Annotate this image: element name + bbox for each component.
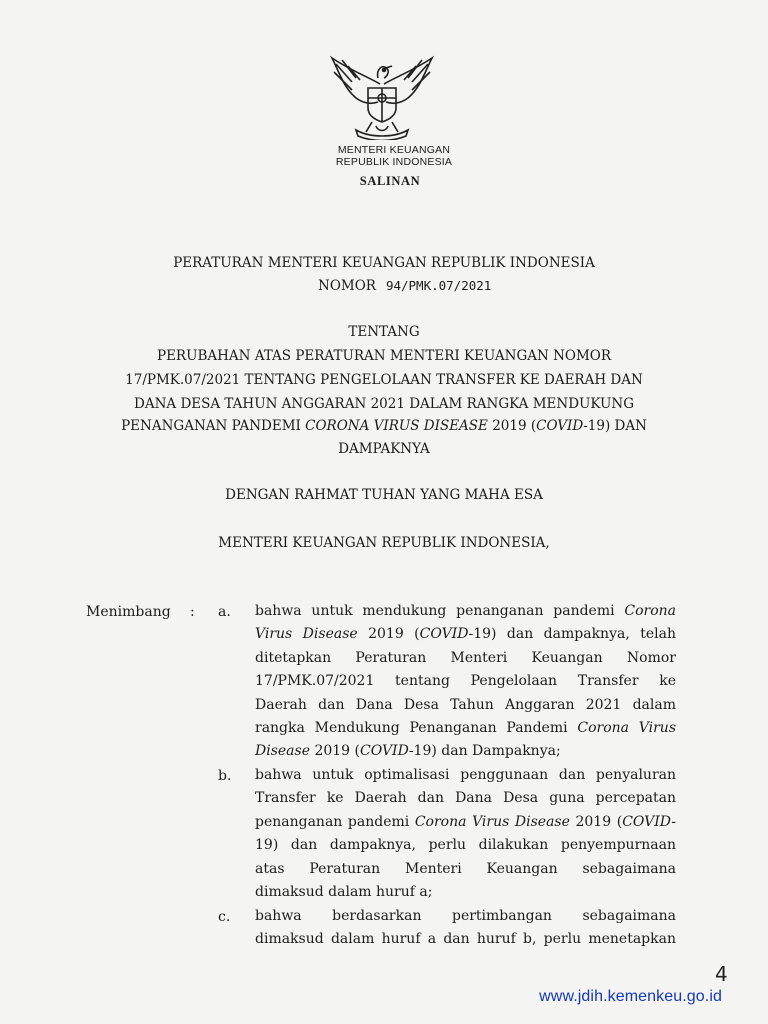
text-line <box>255 600 676 623</box>
text-line <box>255 928 676 951</box>
minister-formula: MENTERI KEUANGAN REPUBLIK INDONESIA, <box>218 535 550 551</box>
subject-line: 17/PMK.07/2021 TENTANG PENGELOLAAN TRANSFER KE DAERAH DAN <box>125 372 643 388</box>
text-line <box>255 623 676 646</box>
text-line <box>255 905 676 928</box>
subject-text: -19) DAN <box>583 418 647 434</box>
text-run: 2019 ( <box>569 813 623 830</box>
consideration-item-a <box>255 600 676 764</box>
italic-run: Corona <box>624 603 676 619</box>
italic-run: Corona Virus Disease <box>414 813 570 830</box>
text-line <box>255 647 676 670</box>
text-run: ditetapkan Peraturan Menteri Keuangan Nomor <box>255 649 676 666</box>
text-run: bahwa untuk mendukung penanganan pandemi <box>255 603 625 619</box>
text-line <box>255 881 676 904</box>
item-letter-a: a. <box>218 604 231 620</box>
copy-label: SALINAN <box>359 174 421 188</box>
text-line <box>255 787 676 810</box>
ministry-name-line2: REPUBLIK INDONESIA <box>335 156 453 168</box>
text-line <box>255 811 676 834</box>
garuda-emblem-icon <box>326 48 438 140</box>
subject-text: 2019 ( <box>487 418 537 434</box>
text-line <box>255 670 676 693</box>
text-line <box>255 740 676 763</box>
text-run: 2019 ( <box>357 626 420 643</box>
italic-run: COVID- <box>622 813 676 830</box>
italic-run: Virus Disease <box>255 626 358 643</box>
item-letter-b: b. <box>218 768 232 784</box>
text-line <box>255 717 676 740</box>
text-run: -19) dan dampaknya, telah <box>468 626 676 643</box>
text-run: atas Peraturan Menteri Keuangan sebagaimana <box>255 860 676 877</box>
italic-run: COVID <box>360 743 409 760</box>
about-heading: TENTANG <box>348 324 420 340</box>
text-run: rangka Mendukung Penanganan Pandemi <box>255 719 578 736</box>
text-run: 17/PMK.07/2021 tentang Pengelolaan Transfer ke <box>255 673 676 690</box>
text-line <box>255 694 676 717</box>
subject-italic: CORONA VIRUS DISEASE <box>305 418 488 434</box>
regulation-number <box>318 278 491 294</box>
text-run: bahwa untuk optimalisasi penggunaan dan penyaluran <box>255 767 676 783</box>
number-value: 94/PMK.07/2021 <box>385 278 492 293</box>
considering-colon: : <box>190 604 195 620</box>
footer-website-link[interactable]: www.jdih.kemenkeu.go.id <box>539 988 722 1005</box>
text-run: Daerah dan Dana Desa Tahun Anggaran 2021 dalam <box>255 696 676 713</box>
subject-line: DANA DESA TAHUN ANGGARAN 2021 DALAM RANGKA MENDUKUNG <box>134 396 634 412</box>
subject-line: DAMPAKNYA <box>338 441 430 457</box>
text-run: penanganan pandemi <box>255 813 415 830</box>
consideration-item-c <box>255 905 676 952</box>
subject-text: PENANGANAN PANDEMI <box>121 418 306 434</box>
text-run: 19) dan dampaknya, perlu dilakukan penyempurnaan <box>255 837 676 854</box>
text-run: 2019 ( <box>310 743 360 760</box>
considering-label: Menimbang <box>86 604 171 620</box>
text-line <box>255 764 676 787</box>
text-line <box>255 834 676 857</box>
grace-formula: DENGAN RAHMAT TUHAN YANG MAHA ESA <box>225 487 543 503</box>
text-line <box>255 858 676 881</box>
text-run: dimaksud dalam huruf a dan huruf b, perlu menetapkan <box>255 931 676 948</box>
italic-run: Disease <box>255 743 310 760</box>
text-run: -19) dan Dampaknya; <box>408 743 561 760</box>
italic-run: Corona Virus <box>577 719 676 736</box>
item-letter-c: c. <box>218 909 231 925</box>
regulation-title: PERATURAN MENTERI KEUANGAN REPUBLIK INDONESIA <box>173 255 595 271</box>
text-run: dimaksud dalam huruf a; <box>255 883 433 900</box>
text-run: Transfer ke Daerah dan Dana Desa guna percepatan <box>255 790 676 807</box>
subject-line-4 <box>0 418 768 434</box>
subject-italic: COVID <box>536 418 584 434</box>
italic-run: COVID <box>419 626 469 643</box>
text-run: bahwa berdasarkan pertimbangan sebagaimana <box>255 908 676 924</box>
number-label: NOMOR <box>318 278 376 294</box>
ministry-name-line1: MENTERI KEUANGAN <box>337 144 451 156</box>
subject-line: PERUBAHAN ATAS PERATURAN MENTERI KEUANGAN NOMOR <box>156 348 612 364</box>
page-number-mark: 4 <box>715 962 728 986</box>
consideration-item-b <box>255 764 676 904</box>
